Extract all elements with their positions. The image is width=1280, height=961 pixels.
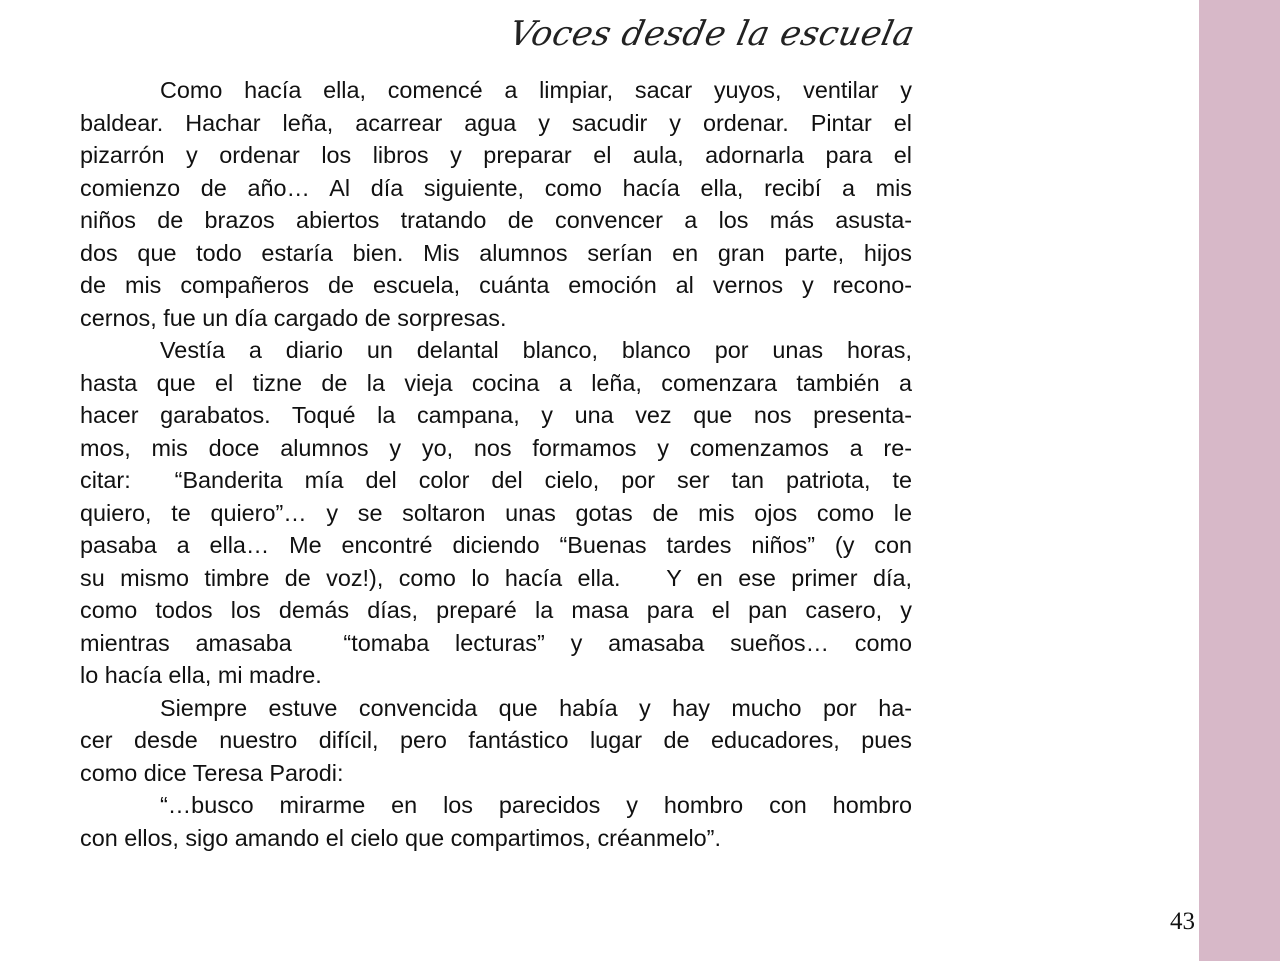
text-line: su mismo timbre de voz!), como lo hacía ella. Y en ese primer día, <box>80 564 912 591</box>
side-color-band <box>1199 0 1280 961</box>
text-line: citar: “Banderita mía del color del cielo, por ser tan patriota, te <box>80 467 912 493</box>
text-line: cernos, fue un día cargado de sorpresas. <box>80 304 507 331</box>
paragraph <box>80 692 912 790</box>
text-line: mientras amasaba “tomaba lecturas” y amasaba sueños… como <box>80 629 912 656</box>
paragraph <box>80 789 912 854</box>
text-line: mos, mis doce alumnos y yo, nos formamos y comenzamos a re- <box>80 434 912 461</box>
text-line: como dice Teresa Parodi: <box>80 759 344 786</box>
page-number: 43 <box>1170 908 1195 935</box>
text-line: Como hacía ella, comencé a limpiar, sacar yuyos, ventilar y <box>160 77 912 103</box>
text-line: Vestía a diario un delantal blanco, blanco por unas horas, <box>160 337 912 363</box>
text-line: hacer garabatos. Toqué la campana, y una vez que nos presenta- <box>80 402 912 428</box>
text-line: cer desde nuestro difícil, pero fantástico lugar de educadores, pues <box>80 727 912 753</box>
text-line: baldear. Hachar leña, acarrear agua y sacudir y ordenar. Pintar el <box>80 109 912 136</box>
text-line: pasaba a ella… Me encontré diciendo “Buenas tardes niños” (y con <box>80 532 912 558</box>
body-text <box>80 74 912 854</box>
text-line: pizarrón y ordenar los libros y preparar el aula, adornarla para el <box>80 142 912 168</box>
paragraph <box>80 334 912 692</box>
text-line: niños de brazos abiertos tratando de convencer a los más asusta- <box>80 207 912 233</box>
text-line: quiero, te quiero”… y se soltaron unas gotas de mis ojos como le <box>80 499 912 526</box>
text-line: como todos los demás días, preparé la masa para el pan casero, y <box>80 597 912 623</box>
text-line: de mis compañeros de escuela, cuánta emoción al vernos y recono- <box>80 272 912 298</box>
text-line: comienzo de año… Al día siguiente, como hacía ella, recibí a mis <box>80 174 912 201</box>
text-line: con ellos, sigo amando el cielo que compartimos, créanmelo”. <box>80 824 721 851</box>
paragraph <box>80 74 912 334</box>
text-line: dos que todo estaría bien. Mis alumnos serían en gran parte, hijos <box>80 239 912 266</box>
text-line: hasta que el tizne de la vieja cocina a leña, comenzara también a <box>80 369 912 396</box>
text-line: lo hacía ella, mi madre. <box>80 662 322 688</box>
text-line: Siempre estuve convencida que había y hay mucho por ha- <box>160 694 912 721</box>
running-header: Voces desde la escuela <box>505 14 919 54</box>
text-line: “…busco mirarme en los parecidos y hombro con hombro <box>160 792 912 818</box>
